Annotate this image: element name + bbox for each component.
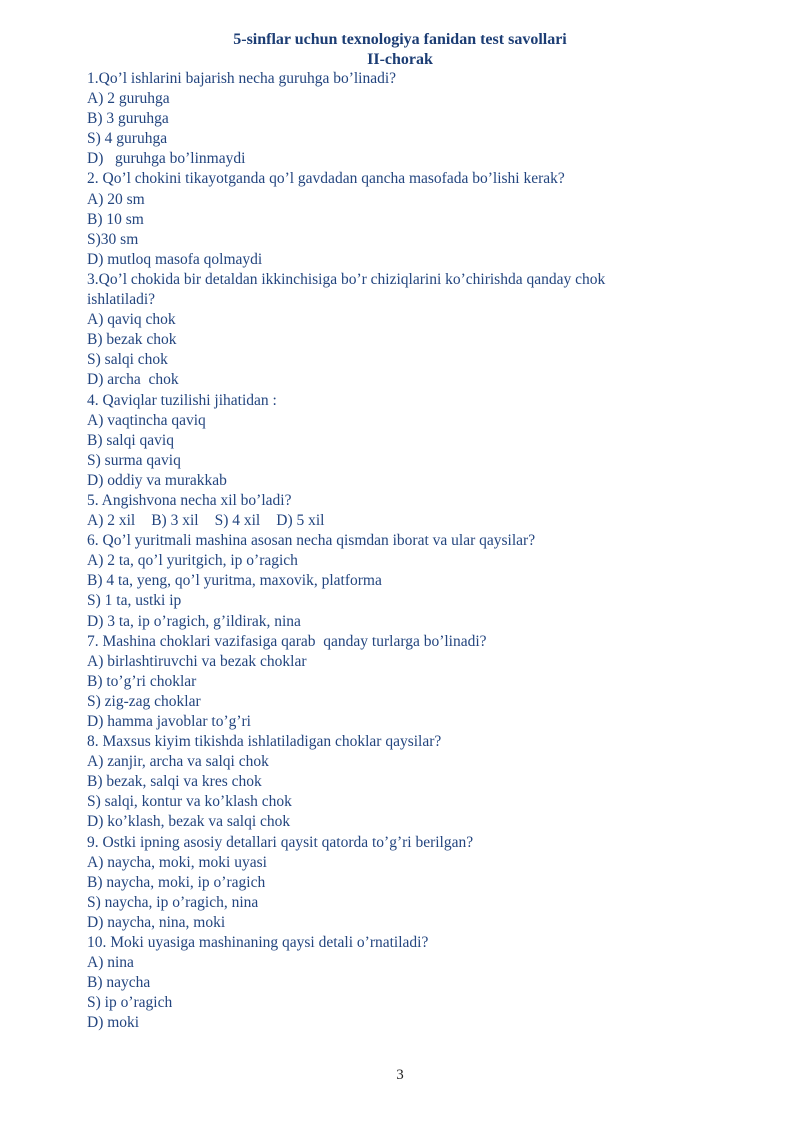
answer-option: D) oddiy va murakkab (87, 471, 227, 489)
inline-answer-options (87, 511, 687, 531)
answer-option: D) moki (87, 1014, 140, 1032)
question-text: 2. Qo’l chokini tikayotganda qo’l gavdadan qancha masofada bo’lishi kerak? (87, 170, 565, 188)
answer-option: B) bezak chok (87, 331, 177, 349)
question-text: 4. Qaviqlar tuzilishi jihatidan : (87, 391, 277, 409)
answer-option: S) zig-zag choklar (87, 692, 201, 710)
answer-option: S) surma qaviq (87, 451, 181, 469)
answer-option: B) 10 sm (87, 210, 144, 228)
answer-option: D) hamma javoblar to’g’ri (87, 713, 251, 730)
page-number: 3 (396, 1067, 404, 1083)
answer-option: D) mutloq masofa qolmaydi (87, 250, 263, 268)
answer-option: S) ip o’ragich (87, 994, 173, 1012)
answer-option: D) 5 xil (276, 512, 325, 530)
answer-option: A) vaqtincha qaviq (87, 411, 206, 429)
question-text-continued: ishlatiladi? (87, 291, 156, 309)
answer-option: D) naycha, nina, moki (87, 913, 226, 931)
answer-option: D) 3 ta, ip o’ragich, g’ildirak, nina (87, 612, 301, 630)
answer-option: A) zanjir, archa va salqi chok (87, 753, 269, 771)
questions-list (87, 69, 687, 1034)
answer-option: S) salqi, kontur va ko’klash chok (87, 793, 292, 811)
answer-option: A) birlashtiruvchi va bezak choklar (87, 652, 307, 670)
answer-option: S) 4 guruhga (87, 130, 168, 148)
question-text: 1.Qo’l ishlarini bajarish necha guruhga bo’linadi? (87, 70, 397, 87)
document-title: 5-sinflar uchun texnologiya fanidan test savollari (233, 31, 567, 48)
question-text: 3.Qo’l chokida bir detaldan ikkinchisiga bo’r chiziqlarini ko’chirishda qanday chok (87, 270, 606, 288)
answer-option: B) 3 xil (151, 512, 199, 530)
answer-option: B) salqi qaviq (87, 431, 174, 449)
answer-option: A) nina (87, 954, 134, 972)
question-text: 6. Qo’l yuritmali mashina asosan necha qismdan iborat va ular qaysilar? (87, 532, 536, 550)
answer-option: D) guruhga bo’linmaydi (87, 150, 246, 168)
question-text: 7. Mashina choklari vazifasiga qarab qanday turlarga bo’linadi? (87, 632, 487, 650)
answer-option: A) qaviq chok (87, 311, 176, 329)
answer-option: A) 20 sm (87, 190, 145, 208)
answer-option: B) naycha, moki, ip o’ragich (87, 873, 266, 891)
answer-option: D) archa chok (87, 371, 179, 389)
answer-option: S) naycha, ip o’ragich, nina (87, 893, 259, 911)
answer-option: S) salqi chok (87, 351, 168, 369)
question-text: 5. Angishvona necha xil bo’ladi? (87, 491, 292, 509)
answer-option: S)30 sm (87, 230, 139, 248)
answer-option: A) 2 xil (87, 512, 136, 530)
answer-option: B) bezak, salqi va kres chok (87, 773, 262, 791)
question-text: 8. Maxsus kiyim tikishda ishlatiladigan choklar qaysilar? (87, 733, 442, 751)
answer-option: A) naycha, moki, moki uyasi (87, 853, 267, 871)
answer-option: B) to’g’ri choklar (87, 672, 197, 690)
answer-option: B) 4 ta, yeng, qo’l yuritma, maxovik, platforma (87, 572, 382, 590)
answer-option: B) naycha (87, 974, 151, 992)
document-subtitle: II-chorak (367, 51, 433, 68)
answer-option: B) 3 guruhga (87, 110, 169, 128)
answer-option: A) 2 ta, qo’l yuritgich, ip o’ragich (87, 552, 298, 570)
question-text: 10. Moki uyasiga mashinaning qaysi detali o’rnatiladi? (87, 934, 429, 952)
answer-option: S) 4 xil (214, 512, 261, 530)
question-text: 9. Ostki ipning asosiy detallari qaysit qatorda to’g’ri berilgan? (87, 833, 474, 851)
answer-option: D) ko’klash, bezak va salqi chok (87, 813, 291, 831)
answer-option: S) 1 ta, ustki ip (87, 592, 182, 610)
answer-option: A) 2 guruhga (87, 90, 170, 108)
